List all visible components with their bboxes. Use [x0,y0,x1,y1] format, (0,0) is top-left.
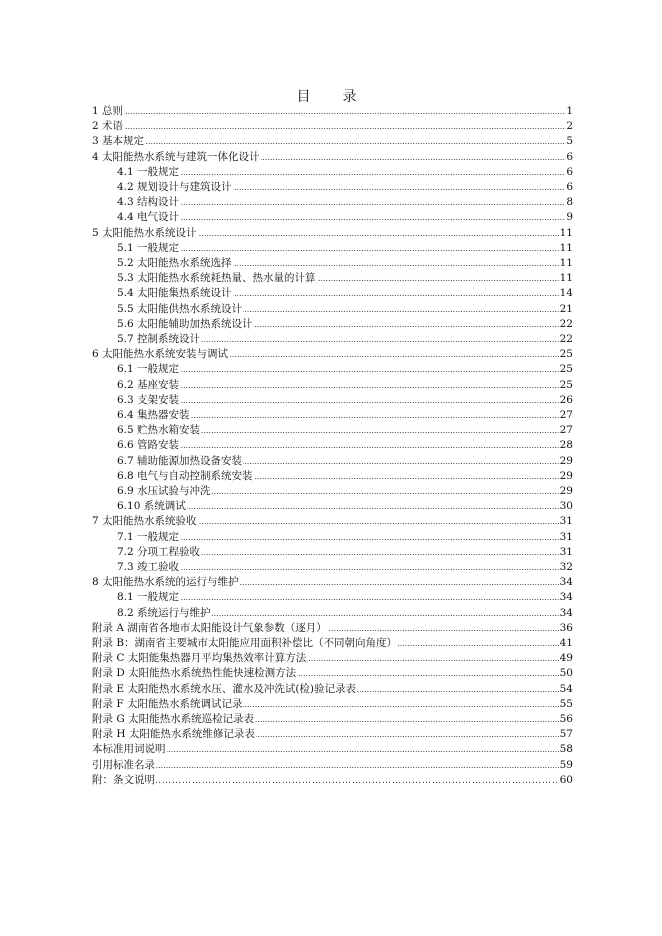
toc-entry[interactable] [0,666,662,681]
toc-entry[interactable] [0,226,662,241]
toc-entry-label: 7.1 一般规定 [117,530,180,543]
toc-entry-label: 4 太阳能热水系统与建筑一体化设计 [92,150,260,163]
toc-entry[interactable] [0,302,662,317]
toc-entry-page-number: 22 [559,333,573,345]
toc-entry-label: 附录 D 太阳能热水系统热性能快速检测方法 [92,667,297,680]
toc-entry-page-number: 31 [559,545,573,558]
toc-entry-label: 附录 C 太阳能集热器月平均集热效率计算方法 [92,652,307,665]
toc-entry-page-number: 57 [559,728,573,741]
toc-entry[interactable] [0,545,662,560]
toc-leader-dots [117,530,573,545]
toc-entry-label: 5.7 控制系统设计 [117,333,201,345]
toc-entry-label: 4.4 电气设计 [117,211,180,224]
toc-entry-page-number: 2 [566,120,573,133]
toc-entry-page-number: 31 [559,515,573,528]
toc-entry-label: 5.4 太阳能集热系统设计 [117,287,232,300]
toc-entry-label: 5.1 一般规定 [117,241,180,254]
toc-leader-dots [117,590,573,605]
toc-entry-label: 6 太阳能热水系统安装与调试 [92,348,229,361]
toc-entry-page-number: 41 [559,637,573,649]
toc-entry-label: 6.8 电气与自动控制系统安装 [117,469,253,482]
toc-entry-page-number: 29 [559,454,573,467]
toc-entry[interactable] [0,454,662,469]
toc-entry-label: 8.1 一般规定 [117,591,180,604]
toc-entry-page-number: 32 [559,561,573,573]
toc-entry[interactable] [0,256,662,271]
toc-entry-page-number: 58 [559,743,573,756]
toc-entry-label: 7.2 分项工程验收 [117,545,201,558]
toc-entry-page-number: 14 [559,287,573,300]
toc-entry-page-number: 49 [559,652,573,665]
toc-entry-label: 7.3 竣工验收 [117,561,180,573]
toc-leader-dots [92,773,573,788]
toc-entry[interactable] [0,773,662,788]
toc-entry[interactable] [0,575,662,590]
toc-entry[interactable] [0,636,662,651]
toc-entry-page-number: 1 [566,105,573,117]
toc-entry[interactable] [0,682,662,697]
toc-entry-label: 5.6 太阳能辅助加热系统设计 [117,317,253,330]
toc-entry[interactable] [0,150,662,165]
toc-entry-label: 附录 F 太阳能热水系统调试记录 [92,697,243,710]
toc-entry-label: 6.7 辅助能源加热设备安装 [117,454,243,467]
toc-entry-label: 本标准用词说明 [92,743,166,756]
toc-entry-label: 附录 G 太阳能热水系统巡检记录表 [92,713,255,725]
toc-entry-label: 附录 B：湖南省主要城市太阳能应用面积补偿比（不同朝向角度） [92,637,398,649]
toc-entry-page-number: 59 [559,758,573,771]
toc-entry[interactable] [0,195,662,210]
toc-entry-label: 2 术语 [92,120,124,133]
toc-entry-label: 附录 H 太阳能热水系统维修记录表 [92,728,255,741]
toc-entry[interactable] [0,378,662,393]
toc-entry[interactable] [0,180,662,195]
toc-leader-dots [117,210,573,225]
toc-entry[interactable] [0,317,662,332]
toc-entry-label: 6.9 水压试验与冲洗 [117,485,211,497]
toc-entry-page-number: 29 [559,469,573,482]
toc-entry[interactable] [0,347,662,362]
toc-entry-page-number: 30 [559,500,573,513]
toc-entry-label: 1 总则 [92,105,124,117]
toc-entry[interactable] [0,530,662,545]
toc-entry-label: 5.2 太阳能热水系统选择 [117,257,232,269]
toc-entry[interactable] [0,165,662,180]
toc-entry-label: 5.3 太阳能热水系统耗热量、热水量的计算 [117,272,316,285]
toc-leader-dots [117,378,573,393]
toc-entry[interactable] [0,271,662,286]
toc-entry[interactable] [0,423,662,438]
toc-entry[interactable] [0,727,662,742]
toc-entry[interactable] [0,742,662,757]
toc-entry[interactable] [0,621,662,636]
toc-leader-dots [117,393,573,408]
toc-entry[interactable] [0,438,662,453]
toc-entry-page-number: 6 [566,150,573,163]
toc-entry-label: 3 基本规定 [92,135,145,148]
toc-entry[interactable] [0,499,662,514]
toc-leader-dots [117,165,573,180]
toc-entry[interactable] [0,332,662,347]
toc-entry-page-number: 28 [559,439,573,452]
toc-entry-page-number: 11 [559,241,573,254]
toc-entry-page-number: 6 [566,181,573,193]
toc-entry[interactable] [0,651,662,666]
toc-entry-page-number: 34 [559,591,573,604]
toc-entry-label: 4.3 结构设计 [117,196,180,209]
toc-leader-dots [117,560,573,575]
toc-entry-page-number: 26 [559,393,573,406]
toc-entry-label: 8 太阳能热水系统的运行与维护 [92,576,239,589]
toc-entry-page-number: 27 [559,424,573,437]
toc-leader-dots [92,758,573,773]
toc-entry-page-number: 9 [566,211,573,224]
toc-leader-dots [92,134,573,149]
toc-entry-page-number: 11 [559,257,573,269]
toc-entry[interactable] [0,697,662,712]
toc-entry-page-number: 25 [559,378,573,391]
toc-entry[interactable] [0,362,662,377]
toc-entry-label: 6.2 基座安装 [117,378,180,391]
toc-entry-label: 附：条文说明 [92,773,155,786]
toc-entry-page-number: 29 [559,485,573,497]
toc-entry[interactable] [0,393,662,408]
toc-entry-label: 4.1 一般规定 [117,165,180,178]
toc-entry-page-number: 55 [559,697,573,710]
toc-entry-page-number: 36 [559,621,573,634]
toc-entry[interactable] [0,606,662,621]
toc-entry[interactable] [0,286,662,301]
toc-entry-label: 附录 E 太阳能热水系统水压、灌水及冲洗试(检)验记录表 [92,682,357,695]
toc-entry-label: 4.2 规划设计与建筑设计 [117,181,232,193]
toc-entry-label: 6.3 支架安装 [117,393,180,406]
toc-leader-dots [92,104,573,119]
toc-entry[interactable] [0,560,662,575]
toc-entry-page-number: 5 [566,135,573,148]
toc-entry-page-number: 27 [559,409,573,421]
toc-entry-page-number: 56 [559,713,573,725]
toc-entry-page-number: 8 [566,196,573,209]
toc-entry-page-number: 25 [559,363,573,376]
toc-entry-label: 5.5 太阳能供热水系统设计 [117,302,243,315]
toc-entry-label: 6.10 系统调试 [117,500,186,513]
toc-entry-page-number: 54 [559,682,573,695]
toc-entry-label: 6.4 集热器安装 [117,409,190,421]
toc-entry[interactable] [0,104,662,119]
toc-title: 目 录 [296,89,366,105]
toc-entry-page-number: 6 [566,165,573,178]
toc-entry[interactable] [0,134,662,149]
toc-entry[interactable] [0,119,662,134]
toc-entry-label: 6.1 一般规定 [117,363,180,376]
toc-entry-page-number: 34 [559,606,573,619]
toc-entry-page-number: 50 [559,667,573,680]
toc-entry[interactable] [0,210,662,225]
toc-entry[interactable] [0,484,662,499]
toc-entry-label: 附录 A 湖南省各地市太阳能设计气象参数（逐月） [92,621,327,634]
toc-entry-label: 6.6 管路安装 [117,439,180,452]
toc-leader-dots [117,241,573,256]
toc-entry-label: 5 太阳能热水系统设计 [92,226,197,239]
toc-entry-page-number: 31 [559,530,573,543]
toc-entry-label: 引用标准名录 [92,758,155,771]
toc-entry[interactable] [0,241,662,256]
toc-entry[interactable] [0,408,662,423]
toc-entry-page-number: 21 [559,302,573,315]
toc-entry-page-number: 34 [559,576,573,589]
toc-entry[interactable] [0,758,662,773]
toc-entry-page-number: 60 [559,773,573,786]
toc-leader-dots [117,362,573,377]
toc-leader-dots [117,195,573,210]
toc-entry[interactable] [0,712,662,727]
toc-entry-page-number: 25 [559,348,573,361]
toc-entry[interactable] [0,514,662,529]
toc-entry[interactable] [0,590,662,605]
toc-entry-page-number: 11 [559,272,573,285]
toc-entry[interactable] [0,469,662,484]
toc-entry-label: 8.2 系统运行与维护 [117,606,211,619]
toc-entry-label: 6.5 贮热水箱安装 [117,424,201,437]
toc-entry-label: 7 太阳能热水系统验收 [92,515,197,528]
toc-leader-dots [92,119,573,134]
toc-leader-dots [117,438,573,453]
toc-entry-page-number: 11 [559,226,573,239]
toc-entry-page-number: 22 [559,317,573,330]
